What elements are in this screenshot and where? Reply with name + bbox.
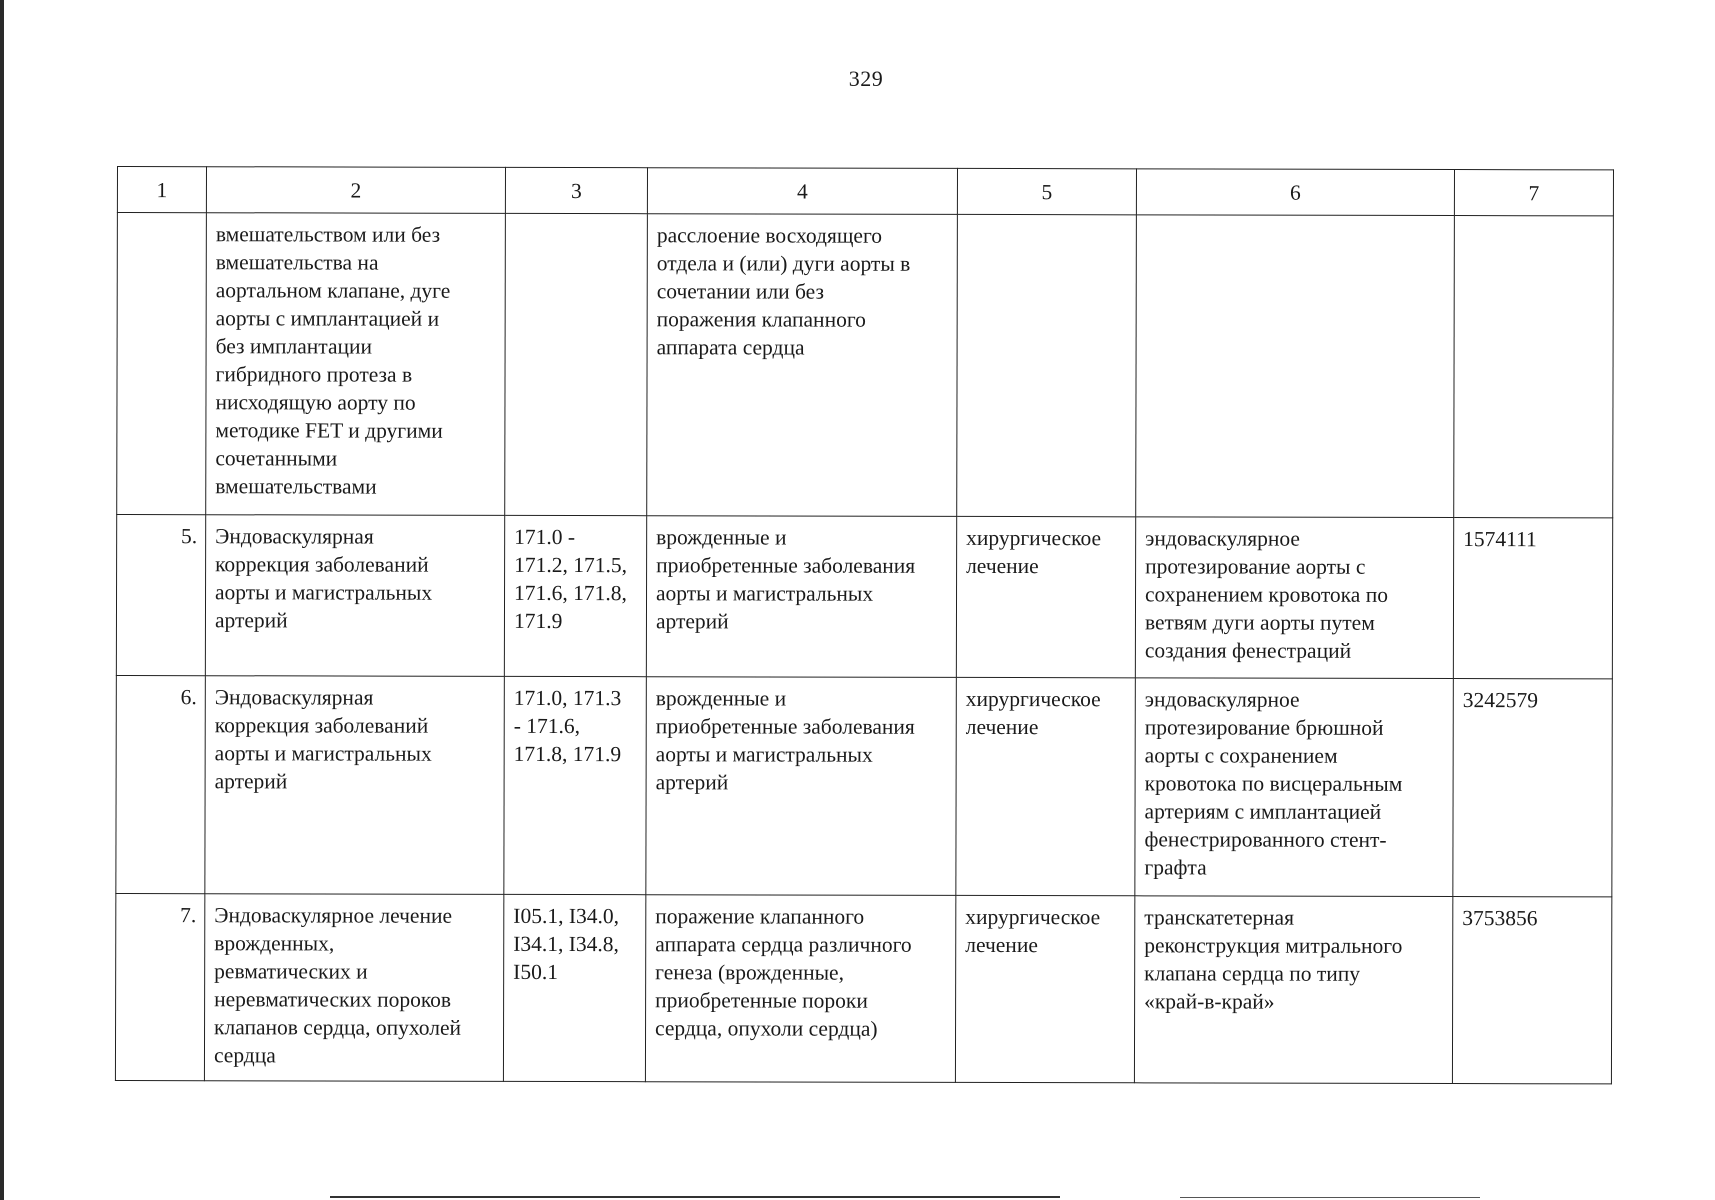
column-header-2: 2 bbox=[206, 167, 505, 214]
icd-codes: 171.0 - 171.2, 171.5, 171.6, 171.8, 171.9 bbox=[504, 515, 646, 676]
table-header-row bbox=[117, 167, 1613, 216]
column-header-4: 4 bbox=[647, 168, 957, 215]
treatment-type: хирургическое лечение bbox=[956, 516, 1135, 677]
column-header-1: 1 bbox=[117, 167, 206, 213]
scan-edge bbox=[0, 0, 4, 1200]
diagnosis: врожденные и приобретенные заболевания аорты и магистральных артерий bbox=[646, 677, 956, 896]
care-type-name: Эндоваскулярная коррекция заболеваний аорты и магистральных артерий bbox=[205, 515, 504, 677]
column-header-7: 7 bbox=[1454, 170, 1613, 216]
row-number: 5. bbox=[116, 515, 205, 676]
treatment-method: эндоваскулярное протезирование брюшной аорты с сохранением кровотока по висцеральным артериям с имплантацией фенестрированного стент- графта bbox=[1135, 678, 1453, 897]
treatment-type: хирургическое лечение bbox=[956, 677, 1135, 895]
treatment-type: хирургическое лечение bbox=[955, 895, 1134, 1082]
treatment-method: эндоваскулярное протезирование аорты с сохранением кровотока по ветвям дуги аорты путем создания фенестраций bbox=[1135, 517, 1453, 679]
diagnosis: расслоение восходящего отдела и (или) дуги аорты в сочетании или без поражения клапанного аппарата сердца bbox=[647, 214, 958, 517]
row-number bbox=[117, 213, 207, 515]
row-number: 6. bbox=[116, 675, 205, 893]
diagnosis: поражение клапанного аппарата сердца различного генеза (врожденные, приобретенные пороки сердца, опухоли сердца) bbox=[645, 895, 955, 1083]
bottom-rule-line bbox=[330, 1196, 1060, 1198]
column-header-6: 6 bbox=[1136, 169, 1454, 216]
care-type-name: Эндоваскулярное лечение врожденных, ревматических и неревматических пороков клапанов сердца, опухолей сердца bbox=[204, 894, 503, 1082]
treatment-method: транскатетерная реконструкция митрального клапана сердца по типу «край-в-край» bbox=[1134, 896, 1452, 1084]
treatment-type bbox=[957, 214, 1137, 516]
table-row bbox=[117, 213, 1614, 518]
table-row bbox=[116, 675, 1612, 896]
care-type-name: вмешательством или без вмешательства на аортальном клапане, дуге аорты с имплантацией и без имплантации гибридного протеза в нисходящую аорту по методике FET и другими сочетанными вмешательствами bbox=[206, 213, 506, 516]
row-number: 7. bbox=[115, 893, 204, 1080]
diagnosis: врожденные и приобретенные заболевания аорты и магистральных артерий bbox=[646, 516, 956, 678]
column-header-5: 5 bbox=[957, 168, 1136, 214]
column-header-3: 3 bbox=[505, 167, 647, 213]
medical-care-table bbox=[115, 166, 1614, 1084]
cost: 3753856 bbox=[1452, 897, 1611, 1084]
cost: 1574111 bbox=[1453, 518, 1612, 679]
treatment-method bbox=[1136, 215, 1455, 518]
care-type-name: Эндоваскулярная коррекция заболеваний аорты и магистральных артерий bbox=[205, 676, 504, 895]
cost: 3242579 bbox=[1453, 679, 1612, 897]
page-number: 329 bbox=[848, 66, 884, 91]
cost bbox=[1454, 216, 1614, 518]
icd-codes bbox=[505, 213, 648, 515]
table-row bbox=[116, 515, 1612, 679]
icd-codes: I05.1, I34.0, I34.1, I34.8, I50.1 bbox=[503, 894, 645, 1081]
icd-codes: 171.0, 171.3 - 171.6, 171.8, 171.9 bbox=[504, 676, 646, 894]
bottom-rule-line bbox=[1180, 1197, 1480, 1198]
table-row bbox=[115, 893, 1611, 1083]
